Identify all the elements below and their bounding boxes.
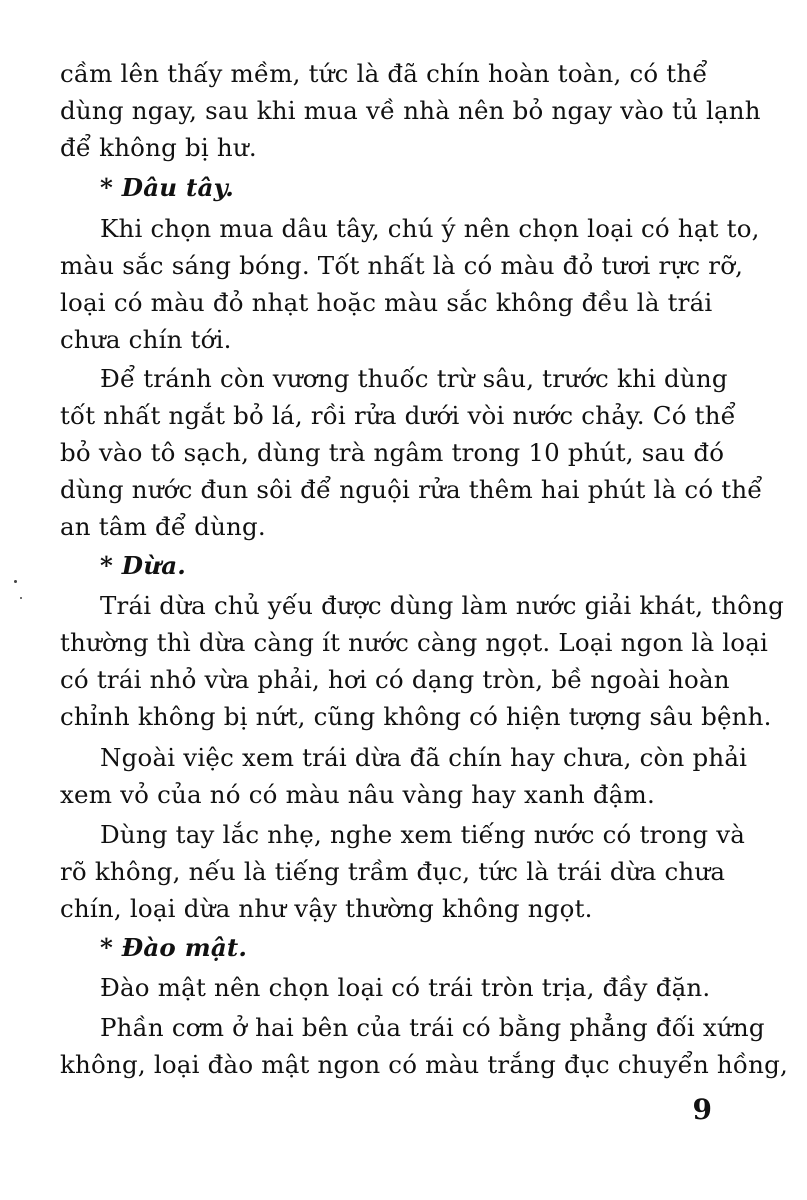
body-line: an tâm để dùng. [60,512,266,541]
section-heading-strawberry: * Dâu tây. [100,173,234,202]
body-line: Đào mật nên chọn loại có trái tròn trịa, đầy đặn. [100,973,711,1002]
body-line: chín, loại dừa như vậy thường không ngọt. [60,894,593,923]
scan-speck [20,597,22,599]
body-line: cầm lên thấy mềm, tức là đã chín hoàn toàn, có thể [60,59,708,88]
section-heading-peach: * Đào mật. [100,933,248,962]
scan-speck [14,580,17,583]
body-line: thường thì dừa càng ít nước càng ngọt. Loại ngon là loại [60,628,769,657]
body-line: loại có màu đỏ nhạt hoặc màu sắc không đều là trái [60,288,713,317]
body-line: dùng nước đun sôi để nguội rửa thêm hai phút là có thể [60,475,763,504]
body-line: Dùng tay lắc nhẹ, nghe xem tiếng nước có trong và [100,820,746,849]
body-line: để không bị hư. [60,133,257,162]
body-line: chỉnh không bị nứt, cũng không có hiện tượng sâu bệnh. [60,702,772,731]
body-line: Trái dừa chủ yếu được dùng làm nước giải khát, thông [100,591,785,620]
body-line: màu sắc sáng bóng. Tốt nhất là có màu đỏ tươi rực rỡ, [60,251,744,280]
page-number: 9 [692,1093,712,1126]
body-line: Khi chọn mua dâu tây, chú ý nên chọn loại có hạt to, [100,214,760,243]
body-line: bỏ vào tô sạch, dùng trà ngâm trong 10 phút, sau đó [60,438,725,467]
body-line: rõ không, nếu là tiếng trầm đục, tức là trái dừa chưa [60,857,726,886]
body-line: có trái nhỏ vừa phải, hơi có dạng tròn, bề ngoài hoàn [60,665,730,694]
body-line: Phần cơm ở hai bên của trái có bằng phẳng đối xứng [100,1013,765,1042]
body-line: Ngoài việc xem trái dừa đã chín hay chưa, còn phải [100,743,748,772]
section-heading-coconut: * Dừa. [100,551,187,580]
body-line: không, loại đào mật ngon có màu trắng đục chuyển hồng, [60,1050,788,1079]
body-line: tốt nhất ngắt bỏ lá, rồi rửa dưới vòi nước chảy. Có thể [60,401,736,430]
body-line: xem vỏ của nó có màu nâu vàng hay xanh đậm. [60,780,655,809]
body-line: dùng ngay, sau khi mua về nhà nên bỏ ngay vào tủ lạnh [60,96,761,125]
body-line: Để tránh còn vương thuốc trừ sâu, trước khi dùng [100,364,728,393]
body-line: chưa chín tới. [60,325,232,354]
